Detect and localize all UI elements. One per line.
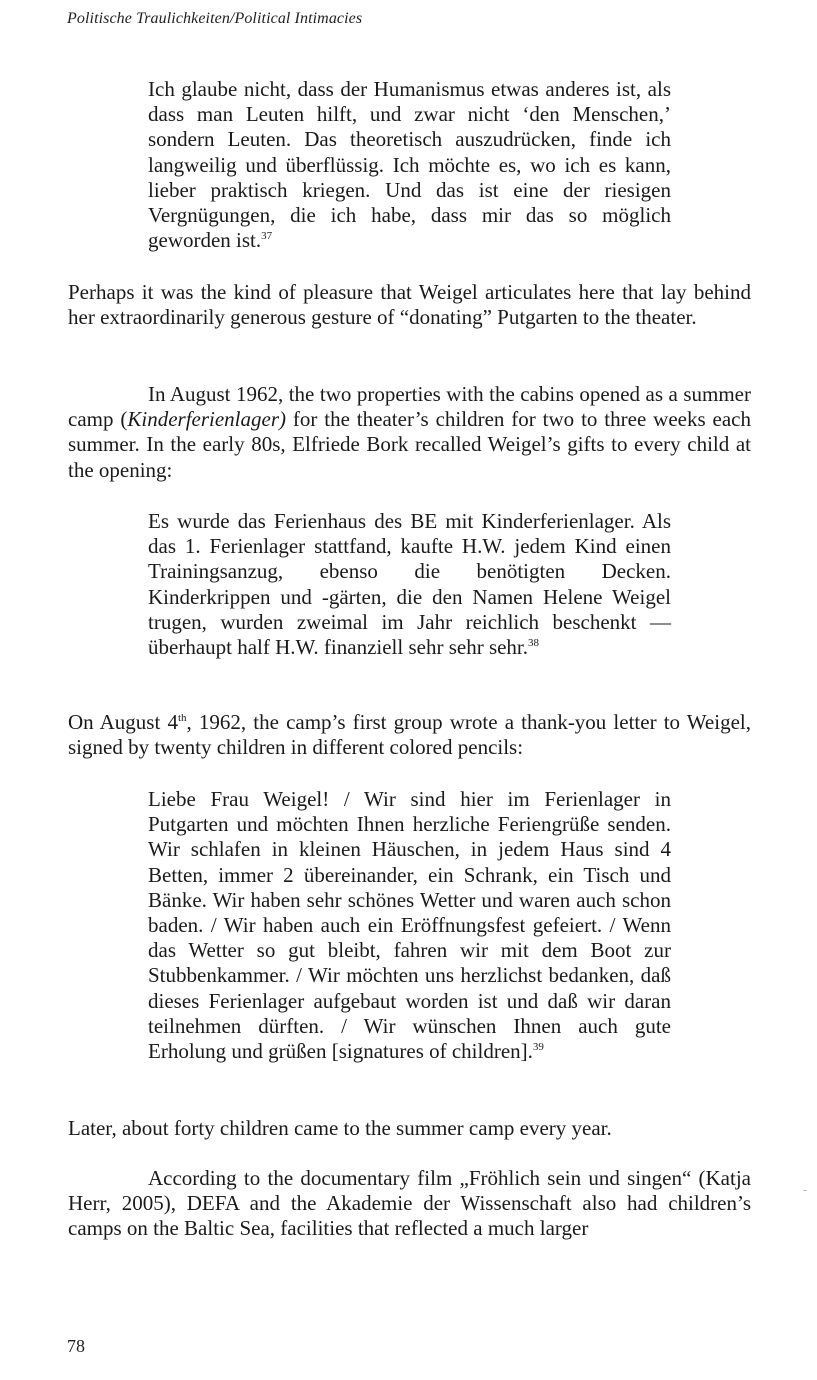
paragraph-text: for the theater’s children for two to three weeks each summer. In the early 80s, Elfriede Bork recalled Weigel’s gifts to every child at the opening: [68,407,751,482]
block-quote-letter [148,787,671,1064]
paragraph-text: On August 4 [68,710,178,734]
paragraph-text: , 1962, the camp’s first group wrote a thank-you letter to Weigel, signed by twenty children in different colored pencils: [68,710,751,760]
quote-text: Es wurde das Ferienhaus des BE mit Kinderferienlager. Als das 1. Ferienlager stattfand, kaufte H.W. jedem Kind einen Trainingsanzug, ebenso die benötigten Decken. Kinderkrippen und -gärten, die den Namen Helene Weigel trugen, wurden zweimal im Jahr reichlich beschenkt — überhaupt half H.W. finanziell sehr sehr sehr. [148,509,671,660]
italic-term: Kinderferienlager) [127,407,286,432]
paragraph-documentary: According to the documentary film „Fröhlich sein und singen“ (Katja Herr, 2005), DEFA and the Akademie der Wissenschaft also had children’s camps on the Baltic Sea, facilities that reflected a much larger [68,1166,751,1241]
ordinal-suffix: th [177,712,187,724]
footnote-ref-39: 39 [532,1041,544,1054]
paragraph-august-1962 [68,382,751,483]
quote-text: Liebe Frau Weigel! / Wir sind hier im Ferienlager in Putgarten und möchten Ihnen herzliche Feriengrüße senden. Wir schlafen in kleinen Häuschen, in jedem Haus sind 4 Betten, immer 2 übereinander, ein Schrank, ein Tisch und Bänke. Wir haben sehr schönes Wetter und waren auch schon baden. / Wir haben auch ein Eröffnungsfest gefeiert. / Wenn das Wetter so gut bleibt, fahren wir mit dem Boot zur Stubbenkammer. / Wir möchten uns herzlichst bedanken, daß dieses Ferienlager aufgebaut worden ist und daß wir daran teilnehmen dürften. / Wir wünschen Ihnen auch gute Erholung und grüßen [signatures of children]. [148,787,671,1064]
paragraph-pleasure: Perhaps it was the kind of pleasure that Weigel articulates here that lay behind her extraordinarily generous gesture of “donating” Putgarten to the theater. [68,280,751,330]
paragraph-august-4th [68,710,751,760]
block-quote-bork [148,509,671,660]
quote-text: Ich glaube nicht, dass der Humanismus etwas anderes ist, als dass man Leuten hilft, und zwar nicht ‘den Menschen,’ sondern Leuten. Das theoretisch auszudrücken, finde ich langweilig und überflüssig. Ich möchte es, wo ich es kann, lieber praktisch kriegen. Und das ist eine der riesigen Vergnügungen, die ich habe, dass mir das so möglich geworden ist. [148,77,671,253]
footnote-ref-37: 37 [261,230,273,243]
paragraph-forty-children: Later, about forty children came to the summer camp every year. [68,1116,612,1140]
block-quote-weigel [148,77,671,253]
margin-mark [803,1190,807,1191]
paragraph-text: In August 1962, the two properties with the cabins opened as a summer camp ( [68,382,751,432]
running-head: Politische Traulichkeiten/Political Intimacies [67,10,363,27]
page-number: 78 [67,1336,85,1356]
footnote-ref-38: 38 [528,637,540,650]
